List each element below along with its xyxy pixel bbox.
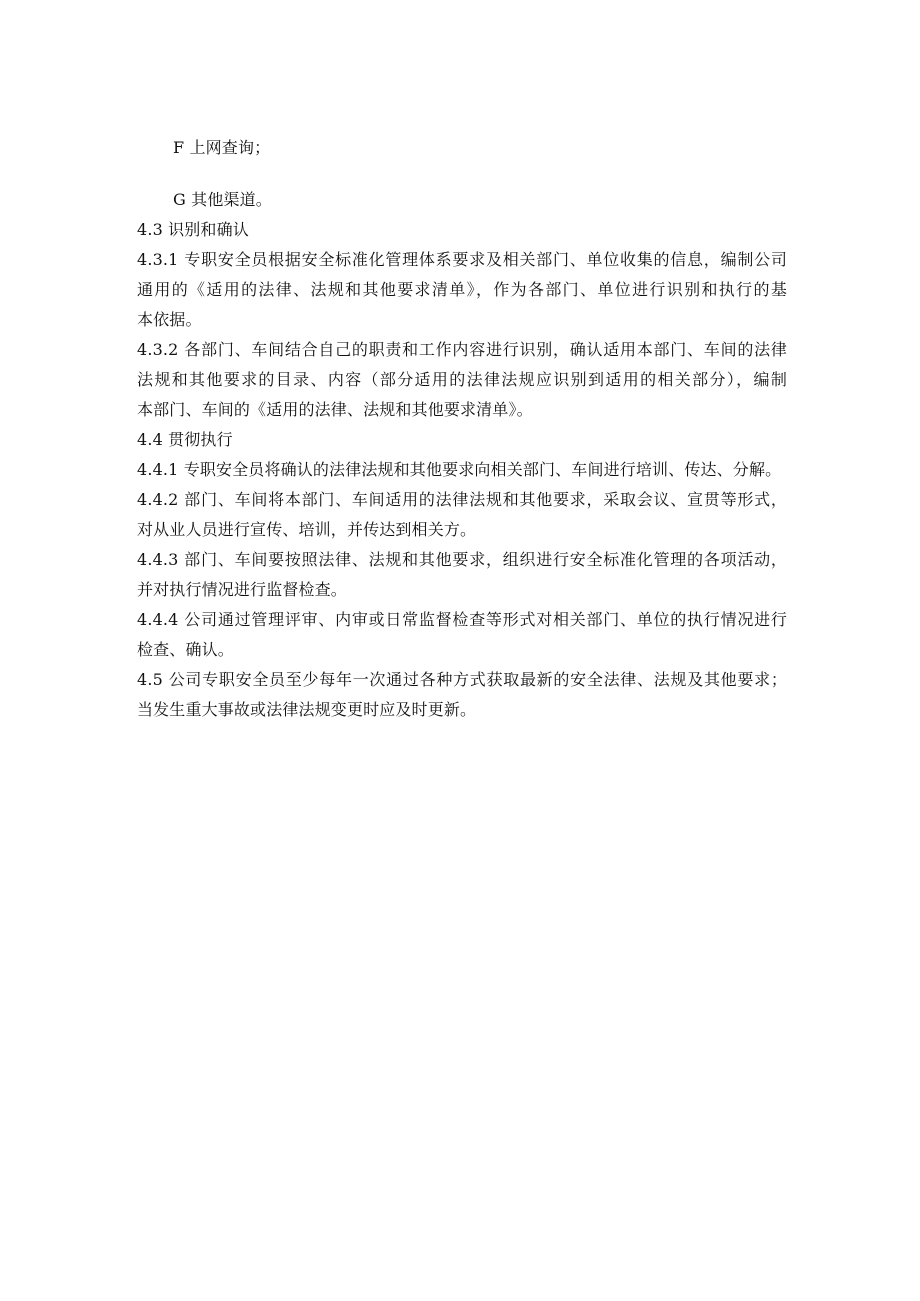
paragraph-line: 本部门、车间的《适用的法律、法规和其他要求清单》。 (137, 400, 533, 419)
paragraph-line: 法规和其他要求的目录、内容（部分适用的法律法规应识别到适用的相关部分），编制 (137, 370, 787, 389)
paragraph-line: 通用的《适用的法律、法规和其他要求清单》，作为各部门、单位进行识别和执行的基 (137, 280, 787, 299)
paragraph-4-4-2 (137, 485, 787, 545)
paragraph-line: 检查、确认。 (137, 640, 234, 659)
paragraph-4-3-2 (137, 335, 787, 425)
section-heading-4-3: 4.3 识别和确认 (137, 220, 249, 239)
paragraph-line: 并对执行情况进行监督检查。 (137, 580, 347, 599)
paragraph-4-4-1 (137, 455, 787, 485)
list-item-f: F 上网查询； (173, 138, 271, 157)
document-body (137, 133, 787, 725)
paragraph-line: 4.4.3 部门、车间要按照法律、法规和其他要求，组织进行安全标准化管理的各项活动， (137, 550, 787, 569)
section-heading-4-4: 4.4 贯彻执行 (137, 430, 233, 449)
paragraph-line: 4.4.4 公司通过管理评审、内审或日常监督检查等形式对相关部门、单位的执行情况进行 (137, 610, 787, 629)
paragraph-4-4-4 (137, 605, 787, 665)
paragraph-line: 4.4.2 部门、车间将本部门、车间适用的法律法规和其他要求，采取会议、宣贯等形式， (137, 490, 787, 509)
paragraph-4-3-1 (137, 245, 787, 335)
paragraph-line: 4.5 公司专职安全员至少每年一次通过各种方式获取最新的安全法律、法规及其他要求； (137, 670, 787, 689)
list-item-g: G 其他渠道。 (173, 190, 272, 209)
paragraph-line: 本依据。 (137, 310, 202, 329)
paragraph-4-5 (137, 665, 787, 725)
paragraph-line: 当发生重大事故或法律法规变更时应及时更新。 (137, 700, 477, 719)
paragraph-line: 4.3.1 专职安全员根据安全标准化管理体系要求及相关部门、单位收集的信息，编制公司 (137, 250, 787, 269)
paragraph-line: 4.3.2 各部门、车间结合自己的职责和工作内容进行识别，确认适用本部门、车间的法律 (137, 340, 787, 359)
paragraph-line: 4.4.1 专职安全员将确认的法律法规和其他要求向相关部门、车间进行培训、传达、分解。 (137, 460, 782, 479)
paragraph-4-4-3 (137, 545, 787, 605)
paragraph-line: 对从业人员进行宣传、培训，并传达到相关方。 (137, 520, 477, 539)
